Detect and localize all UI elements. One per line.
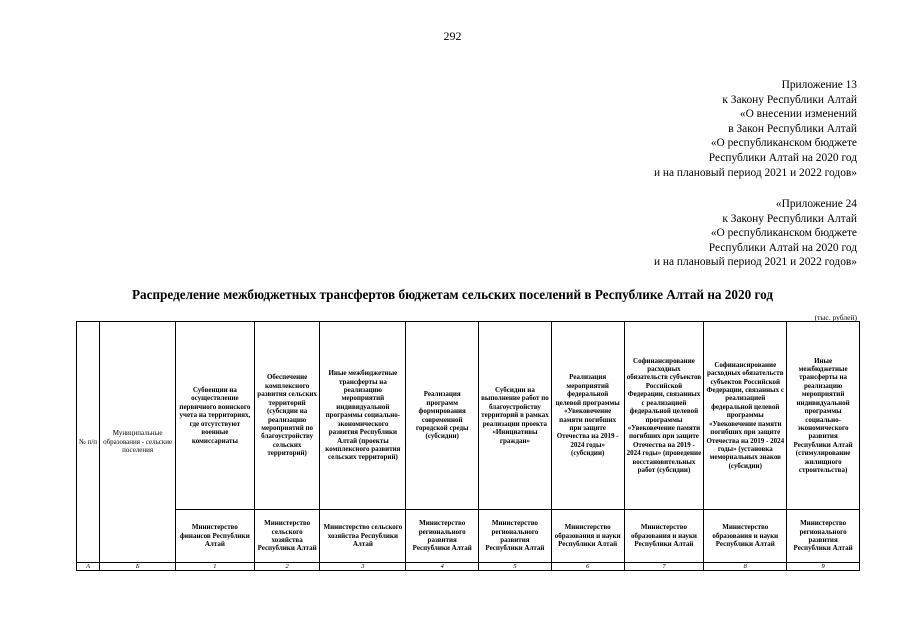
column-letter: А — [77, 563, 100, 571]
ministry-cell: Министерство образования и науки Республики Алтай — [704, 510, 787, 563]
ministry-cell: Министерство регионального развития Республики Алтай — [479, 510, 552, 563]
ministry-cell: Министерство финансов Республики Алтай — [176, 510, 255, 563]
column-number: 7 — [624, 563, 704, 571]
header-row — [77, 322, 860, 510]
header-cell: Субсидии на выполнение работ по благоустройству территорий в рамках реализации проекта «Инициативы граждан» — [479, 322, 552, 510]
appendix-line: Республики Алтай на 2020 год — [708, 241, 857, 254]
appendix-line: в Закон Республики Алтай — [728, 122, 857, 135]
header-municipality: Муниципальные образования - сельские поселения — [100, 322, 176, 563]
ministry-cell: Министерство сельского хозяйства Республики Алтай — [320, 510, 406, 563]
header-cell: Обеспечение комплексного развития сельских территорий (субсидии на реализацию мероприятий по благоустройству сельских территорий) — [254, 322, 320, 510]
header-cell: Софинансирование расходных обязательств субъектов Российской Федерации, связанных с реализацией федеральной целевой программы «Увековечение памяти погибших при защите Отечества на 2019 - 2024 годы» (проведение восстановительных работ (субсидии) — [624, 322, 704, 510]
ministry-cell: Министерство регионального развития Республики Алтай — [787, 510, 860, 563]
header-cell: Субвенции на осуществление первичного воинского учета на территориях, где отсутствуют военные комиссариаты — [176, 322, 255, 510]
appendix-line: «Приложение 24 — [775, 198, 857, 210]
appendix-line: и на плановый период 2021 и 2022 годов» — [653, 256, 857, 269]
header-cell: Реализация программ формирования современной городской среды (субсидии) — [406, 322, 479, 510]
column-number: 3 — [320, 563, 406, 571]
column-letter: Б — [100, 563, 176, 571]
ministry-cell: Министерство регионального развития Республики Алтай — [406, 510, 479, 563]
header-cell: Софинансирование расходных обязательств субъектов Российской Федерации, связанных с реализацией федеральной целевой программы «Увековечение памяти погибших при защите Отечества на 2019 - 2024 годы» (установка мемориальных знаков (субсидии) — [704, 322, 787, 510]
document-title: Распределение межбюджетных трансфертов бюджетам сельских поселений в Республике Алтай на 2020 год — [131, 287, 774, 302]
column-number: 8 — [704, 563, 787, 571]
appendix-line: «О республиканском бюджете — [710, 227, 857, 240]
column-number: 1 — [176, 563, 255, 571]
appendix-line: и на плановый период 2021 и 2022 годов» — [653, 166, 857, 179]
appendix-line: «О республиканском бюджете — [710, 137, 857, 150]
column-number: 5 — [479, 563, 552, 571]
appendix-line: Приложение 13 — [781, 79, 857, 91]
ministry-cell: Министерство образования и науки Республики Алтай — [551, 510, 624, 563]
appendix-24-note — [654, 197, 857, 270]
header-cell: Иные межбюджетные трансферты на реализацию мероприятий индивидуальной программы социально-экономического развития Республики Алтай (проекты комплексного развития сельских территорий) — [320, 322, 406, 510]
column-number: 9 — [787, 563, 860, 571]
page-number: 292 — [443, 29, 462, 43]
column-number: 2 — [254, 563, 320, 571]
header-cell: Реализация мероприятий федеральной целевой программы «Увековечение памяти погибших при защите Отечества на 2019 - 2024 годы» (субсидии) — [551, 322, 624, 510]
ministry-row — [77, 510, 860, 563]
ministry-cell: Министерство сельского хозяйства Республики Алтай — [254, 510, 320, 563]
units-label: (тыс. рублей) — [814, 313, 857, 322]
ministry-cell: Министерство образования и науки Республики Алтай — [624, 510, 704, 563]
column-number-row — [77, 563, 860, 571]
appendix-line: Республики Алтай на 2020 год — [708, 151, 857, 164]
transfers-table — [76, 321, 860, 571]
appendix-line: к Закону Республики Алтай — [722, 93, 857, 106]
column-number: 6 — [551, 563, 624, 571]
appendix-line: «О внесении изменений — [739, 108, 857, 121]
column-number: 4 — [406, 563, 479, 571]
appendix-13-note — [654, 78, 857, 180]
appendix-line: к Закону Республики Алтай — [722, 212, 857, 225]
header-number: № п/п — [77, 322, 100, 563]
header-cell: Иные межбюджетные трансферты на реализацию мероприятий индивидуальной программы социально-экономического развития Республики Алтай (стимулирование жилищного строительства) — [787, 322, 860, 510]
